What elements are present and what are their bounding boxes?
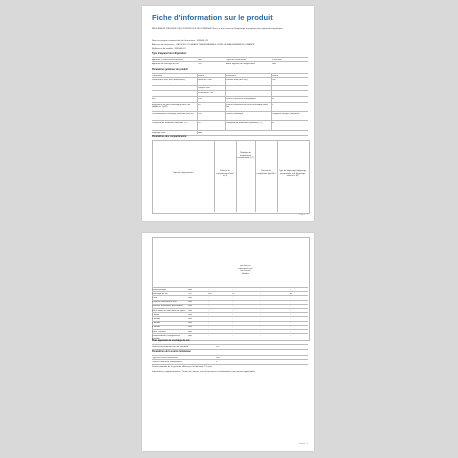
compartment-cell: - [260,305,261,308]
column-divider [271,73,272,130]
general-cell: 10 [198,121,201,124]
general-cell: Hauteur 1 690 [198,78,212,81]
regulation-text: RÈGLEMENT DÉLÉGUÉ (UE) 2019/2016 DE LA COMMISSION en ce qui concerne l'étiquetage énergétique des appareils frigorifiques [152,28,283,30]
type-cell: Autre appareil de réfrigération [226,62,255,65]
compartment-cell: Non [188,305,193,308]
compartment-cell: - [260,322,261,325]
type-cell: Pose libre [272,58,282,61]
compartment-cell: - [260,334,261,337]
type-cell: Appareil de stockage du vin [152,62,179,65]
compartment-cell: 180 [208,292,212,295]
compartment-cell: - [290,305,291,308]
general-cell: 104 [198,97,202,100]
compartment-cell: - [208,296,209,299]
general-cell: Profondeur 750 [198,91,214,94]
compartment-cell: Cave [152,296,158,299]
general-cell: Classe climatique [226,112,244,115]
compartment-cell: Non [188,317,193,320]
compartment-cell: Produits alimentaires frais [152,301,178,304]
general-cell: Volume total (dm³ ou l) [226,78,249,81]
compartment-cell: - [290,317,291,320]
column-divider [225,73,226,130]
document-page-1 [142,6,314,221]
compartment-cell: - [290,326,291,329]
light-value: LED [216,356,221,359]
compartment-cell: Non [188,301,193,304]
light-label: Classe d'efficacité énergétique [152,360,182,363]
compartment-cell: - [260,309,261,312]
compartment-cell: - [232,309,233,312]
column-divider [236,140,237,212]
general-cell: 32 [272,121,275,124]
general-cell: Classe d'émission de bruit acoustique dans l'air [226,103,269,109]
header-cell: Valeur [198,74,205,77]
general-cell: Largeur 600 [198,86,210,89]
type-heading: Type d'appareil de réfrigération: [152,53,187,55]
compartment-cell: Compartiment à température variable [152,334,180,340]
compartment-cell: - [232,326,233,329]
general-cell: Température ambiante minimale (°C) [152,121,188,124]
compartment-cell: 12 [232,292,235,295]
general-cell: Classe d'efficacité énergétique [226,97,256,100]
bottle-label: Nombre de bouteilles de vin standard [152,345,189,348]
model-line: Référence du modèle : FRIGELUX [152,48,186,50]
bottle-row [152,344,308,350]
compartment-cell: Garde-manger [152,288,167,291]
compartment-cell: - [232,305,233,308]
compartment-cell: - [290,301,291,304]
general-cell: Température ambiante maximale (°C) [226,121,263,124]
compartment-cell: - [290,330,291,333]
compartment-cell: - [232,322,233,325]
compartment-cell: Non [188,309,193,312]
compartment-header-cell: Type de dégivrage (dégivrage automatique = A, dégivrage manuel = M) [278,170,307,178]
light-value: F [216,360,218,363]
compartment-cell: Non [188,313,193,316]
compartment-cell: - [290,288,291,291]
type-cell: Appareil à faible niveau de bruit [152,58,183,61]
general-cell: C [272,103,274,106]
compartment-cell: 1 étoile [152,313,160,316]
general-cell: Dimensions hors tout (millimètres) [152,78,186,81]
compartment-cell: - [290,309,291,312]
address-line: Adresse du fournisseur : ZA ISLES CLOSEAUX, MALESHERBES, 45330 LE MALESHERBOIS, FRANCE [152,44,255,46]
compartment-cell: - [208,313,209,316]
compartment-cell: 3 étoiles [152,322,161,325]
column-divider [255,140,256,212]
compartment-cell: Zone 2 étoiles [152,330,166,333]
compartment-cell: Non [188,322,193,325]
compartment-cell: - [208,309,209,312]
bottle-value: 110 [216,345,220,348]
compartment-cell: - [232,301,233,304]
compartment-cell: Denrées hautement périssables [152,305,183,308]
rating-note: pas être en conformité avec les classes d'étoiles [238,265,253,275]
compartment-header-cell: Pouvoir de congélation (kg/24h) [256,170,276,175]
column-divider [197,73,198,134]
compartment-cell: Non [188,288,193,291]
supplier-line: Nom ou marque commerciale du fournisseur : FRIGELUX [152,40,208,42]
compartment-cell: - [260,301,261,304]
header-cell: Paramètre [226,74,237,77]
light-heading: Pour appareils de stockage du vin: [152,340,191,342]
compartment-cell: - [260,317,261,320]
compartment-cell: - [232,288,233,291]
compartment-cell: Non [188,334,193,337]
compartment-cell: - [208,301,209,304]
general-cell: G [272,97,274,100]
compartment-cell: 4 étoiles [152,326,161,329]
general-cell: Réglage hiver [152,131,166,134]
compartment-cell: Oui [188,292,192,295]
compartment-cell: - [232,296,233,299]
general-cell: IEE [152,97,156,100]
compartment-cell: - [260,313,261,316]
compartment-cell: Non [188,330,193,333]
page-number: Page 1 / 2 [298,214,308,216]
light-source-heading: Paramètres de la source lumineuse: [152,351,192,353]
warranty-line: Durée minimale de la garantie offerte par le fabricant: 12 mois [152,366,212,368]
compartment-cell: - [208,322,209,325]
compartment-cell: - [232,317,233,320]
compartment-header-cell: Volume du compartiment (dm³ ou l) [216,170,234,178]
document-page-2 [142,233,314,451]
compartment-cell: - [232,330,233,333]
compartment-cell: - [260,296,261,299]
compartment-cell: - [260,326,261,329]
general-heading: Paramètres généraux du produit: [152,69,189,71]
compartment-cell: - [290,296,291,299]
light-label: Type de source lumineuse [152,356,178,359]
type-cell: Type de construction [226,58,247,61]
general-cell: 153 [198,112,202,115]
compartment-heading: Paramètres des compartiments: [152,136,187,138]
type-cell: Non [272,62,277,65]
page-title: Fiche d'information sur le produit [152,13,273,22]
compartment-cell: - [208,330,209,333]
compartment-cell: Non [188,326,193,329]
general-cell: 180 [272,78,276,81]
type-cell: Non [198,58,203,61]
compartment-cell: - [208,334,209,337]
compartment-header-cell: Type de compartiment [172,172,194,174]
header-cell: Valeur [272,74,279,77]
compartment-cell: - [208,305,209,308]
compartment-cell: - [290,334,291,337]
compartment-cell: Stockage du vin [152,292,168,295]
compartment-cell: - [290,322,291,325]
compartment-cell: A [290,292,292,295]
general-cell: 39 [198,103,201,106]
info-line: Informations supplémentaires: Toutes les valeurs ont été mesurées conformément aux normes applicables. [152,371,256,373]
compartment-cell: - [208,288,209,291]
compartment-cell: - [208,326,209,329]
compartment-cell: - [208,317,209,320]
compartment-cell: - [232,334,233,337]
compartment-cell: - [232,313,233,316]
type-cell: Oui [198,62,202,65]
general-cell: Non [198,131,203,134]
compartment-cell: Sans étoile ou fabrication de glace [152,309,186,312]
compartment-cell: - [260,288,261,291]
compartment-cell: - [260,292,261,295]
compartment-cell: - [260,330,261,333]
compartment-cell: 2 étoiles [152,317,161,320]
page-number: Page 2 / 2 [298,443,308,445]
compartment-header-cell: Réglage de température recommandé (°C) [237,152,254,160]
general-cell: Consommation d'énergie annuelle (kWh/a) [152,112,194,115]
compartment-cell: Non [188,296,193,299]
general-cell: Tempérée élargie, tempérée [272,112,300,115]
general-cell: Émissions de bruit acoustique dans l'air (dB(A) re 1 pW) [152,103,191,109]
compartment-cell: - [290,313,291,316]
header-cell: Paramètre [152,74,163,77]
